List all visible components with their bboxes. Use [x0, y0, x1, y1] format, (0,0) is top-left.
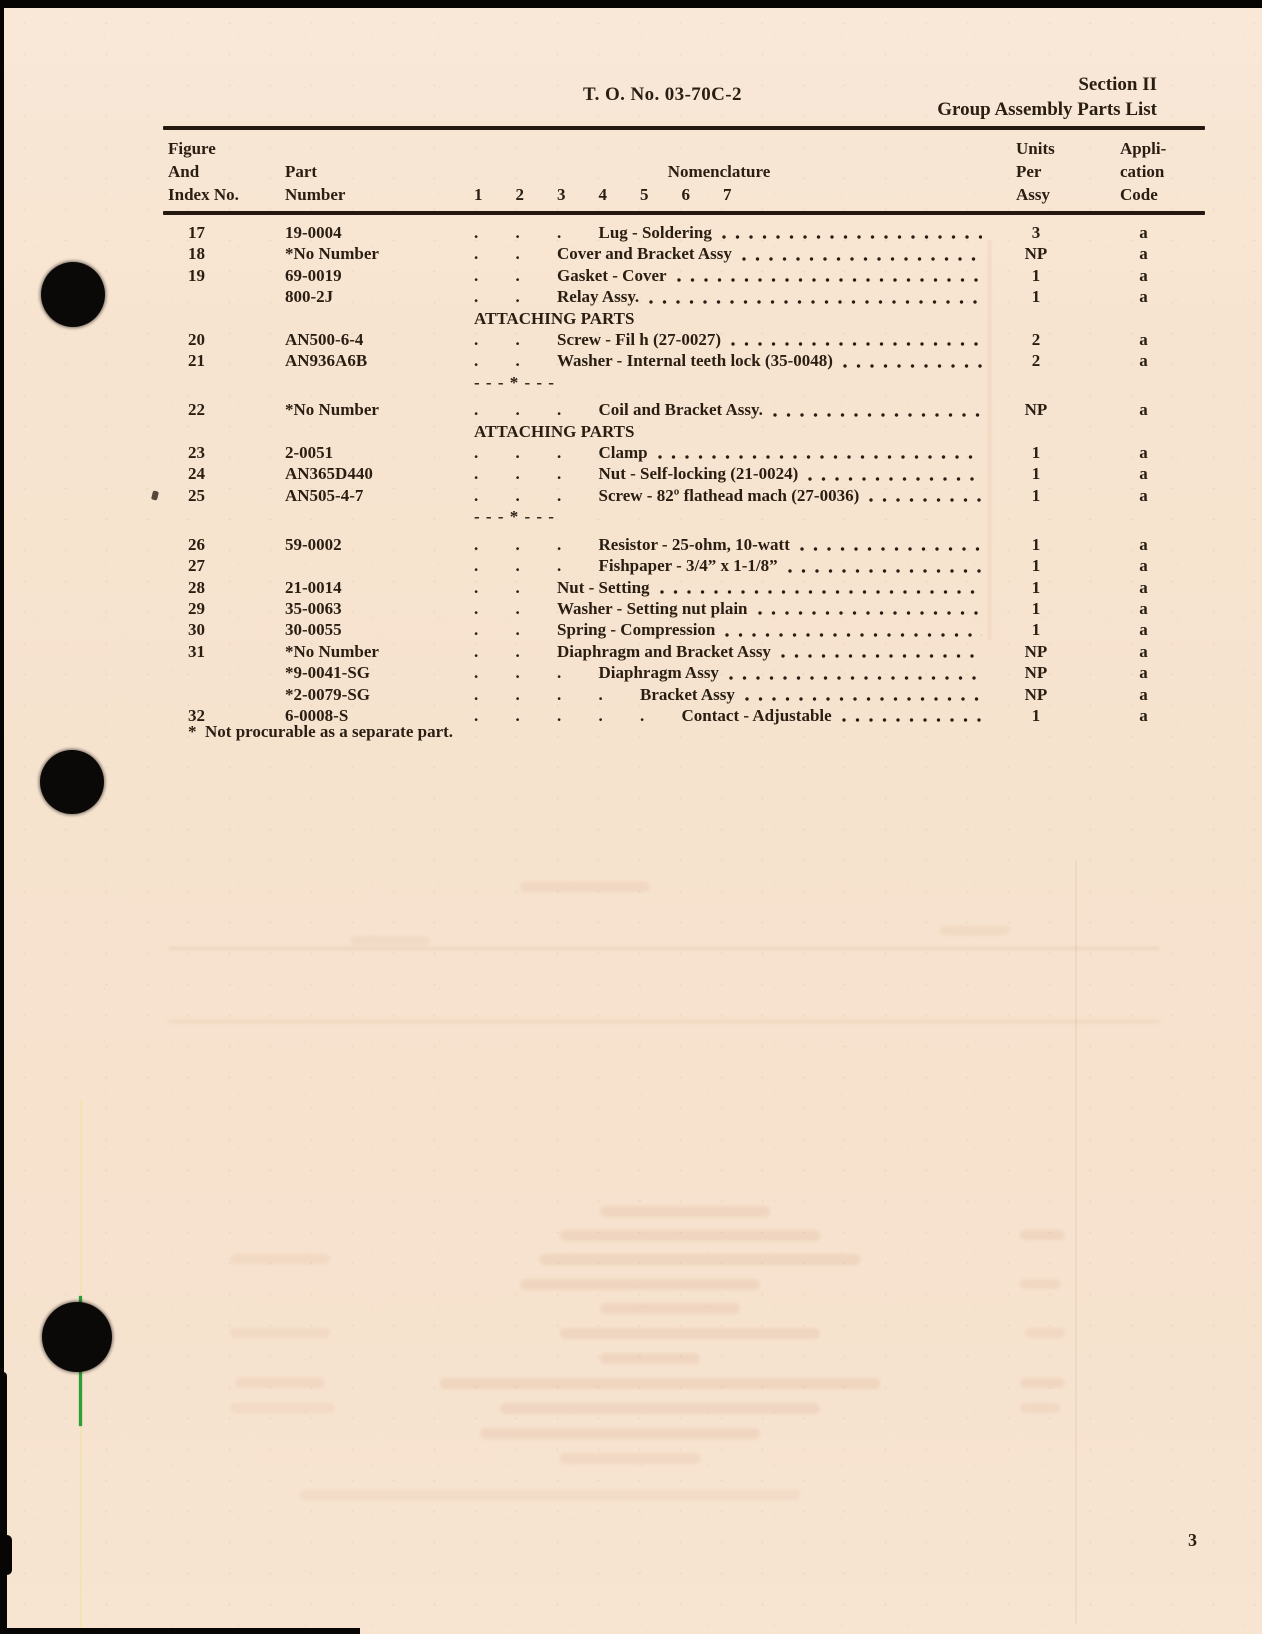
table-row [163, 485, 1205, 506]
figure-index-cell: 32 [188, 705, 205, 725]
nomenclature-text: Nut - Setting [557, 577, 650, 597]
nomenclature-cell [448, 243, 990, 264]
indenture-dot: . [474, 620, 479, 640]
scan-streak [988, 240, 991, 640]
indenture-dot: . [557, 556, 562, 576]
indenture-dot: . [474, 577, 479, 597]
table-row [163, 662, 1205, 683]
nomenclature-text: Spring - Compression [557, 620, 716, 640]
paper [4, 8, 1262, 1634]
hole-punch [42, 1302, 112, 1372]
units-per-assy-cell: NP [1024, 641, 1048, 661]
figure-index-cell: 22 [188, 400, 205, 420]
indenture-dot: . [515, 663, 520, 683]
bleed-through-ghost [350, 936, 430, 945]
nomenclature-text: Gasket - Cover [557, 265, 667, 285]
units-per-assy-cell: 2 [1031, 351, 1041, 371]
nomenclature-cell [448, 350, 990, 371]
indenture-dot: . [474, 598, 479, 618]
units-per-assy-cell: 1 [1031, 705, 1041, 725]
indenture-dot: . [557, 684, 562, 704]
part-number-cell: 2-0051 [285, 443, 334, 463]
table-row [163, 463, 1205, 484]
bleed-through-ghost [560, 1453, 700, 1464]
col-header-nomenclature: Nomenclature [667, 162, 771, 181]
dot-leader [729, 676, 982, 680]
indenture-dot: . [515, 485, 520, 505]
indenture-dot: . [474, 534, 479, 554]
nomenclature-text: Screw - 82º flathead mach (27-0036) [598, 485, 860, 505]
application-code-cell: a [1139, 287, 1148, 307]
indenture-dot: . [640, 705, 645, 725]
separator-row [163, 372, 1205, 393]
part-number-cell: *2-0079-SG [285, 684, 370, 704]
part-number-cell: 6-0008-S [285, 705, 349, 725]
figure-index-cell: 28 [188, 577, 205, 597]
separator-label: - - - * - - - [474, 372, 555, 392]
nomenclature-cell [448, 463, 990, 484]
bleed-through-ghost [300, 1490, 800, 1500]
indent-level-number: 5 [640, 185, 649, 204]
table-row [163, 286, 1205, 307]
table-header: Figure Units Appli- And Part Nomenclature Per cation Index No. Number 1 2 3 4 5 6 7 Assy Code [163, 130, 1205, 211]
units-per-assy-cell: 3 [1031, 223, 1041, 242]
part-number-cell: *9-0041-SG [285, 663, 370, 683]
dot-leader [842, 718, 982, 722]
dot-leader [773, 413, 982, 417]
part-number-cell: AN936A6B [285, 351, 368, 371]
units-per-assy-cell: NP [1024, 684, 1048, 704]
application-code-cell: a [1139, 684, 1148, 704]
table-row [163, 684, 1205, 705]
attaching-parts-label: ATTACHING PARTS [474, 421, 635, 441]
footnote: * Not procurable as a separate part. [188, 722, 454, 741]
table-row [163, 243, 1205, 264]
indenture-dot: . [557, 534, 562, 554]
indenture-dot: . [557, 223, 562, 242]
bleed-through-ghost [560, 1230, 820, 1241]
table-row [163, 577, 1205, 598]
application-code-cell: a [1139, 534, 1148, 554]
indenture-dot: . [515, 705, 520, 725]
indenture-dot: . [598, 684, 603, 704]
indenture-dot: . [515, 244, 520, 264]
nomenclature-cell [448, 662, 990, 683]
nomenclature-text: Bracket Assy [640, 684, 735, 704]
nomenclature-text: Washer - Internal teeth lock (35-0048) [557, 351, 833, 371]
application-code-cell: a [1139, 556, 1148, 576]
bleed-through-ghost [540, 1254, 860, 1265]
ink-speck [151, 490, 159, 500]
scan-edge-torn [0, 1372, 7, 1634]
nomenclature-text: Cover and Bracket Assy [557, 244, 732, 264]
indenture-dot: . [474, 684, 479, 704]
scan-edge-notch [0, 1535, 12, 1575]
indenture-dot: . [474, 705, 479, 725]
units-per-assy-cell: NP [1024, 244, 1048, 264]
dot-leader [742, 257, 982, 261]
dot-leader [781, 654, 982, 658]
indenture-dot: . [474, 485, 479, 505]
nomenclature-cell [448, 684, 990, 705]
bleed-through-ghost [230, 1403, 335, 1413]
fold-line [1075, 860, 1077, 1624]
nomenclature-cell [448, 308, 990, 329]
figure-index-cell: 31 [188, 641, 205, 661]
indenture-dot: . [474, 663, 479, 683]
application-code-cell: a [1139, 485, 1148, 505]
application-code-cell: a [1139, 620, 1148, 640]
scan-edge-top [0, 0, 1262, 8]
nomenclature-text: Resistor - 25-ohm, 10-watt [598, 534, 790, 554]
indenture-dot: . [557, 705, 562, 725]
units-per-assy-cell: 1 [1031, 464, 1041, 484]
scan-edge-bottom [0, 1628, 360, 1634]
indenture-dot: . [515, 330, 520, 350]
indenture-dot: . [474, 641, 479, 661]
table-row [163, 222, 1205, 243]
nomenclature-text: Screw - Fil h (27-0027) [557, 330, 721, 350]
application-code-cell: a [1139, 400, 1148, 420]
bleed-through-ghost [600, 1206, 770, 1217]
nomenclature-text: Diaphragm and Bracket Assy [557, 641, 771, 661]
figure-index-cell: 26 [188, 534, 205, 554]
bleed-through-ghost [1020, 1378, 1065, 1388]
indenture-dot: . [474, 330, 479, 350]
indenture-dot: . [515, 443, 520, 463]
col-header-part: Part [285, 162, 318, 181]
figure-index-cell: 29 [188, 598, 205, 618]
application-code-cell: a [1139, 265, 1148, 285]
bleed-through-ghost [600, 1353, 700, 1364]
table-row [163, 265, 1205, 286]
units-per-assy-cell: 1 [1031, 485, 1041, 505]
indent-level-number: 4 [598, 185, 607, 204]
part-number-cell: 30-0055 [285, 620, 342, 640]
indenture-dot: . [515, 400, 520, 420]
nomenclature-cell [448, 641, 990, 662]
indent-level-numbers [448, 183, 990, 206]
nomenclature-cell [448, 421, 990, 442]
section-header-row [163, 308, 1205, 329]
nomenclature-cell [448, 399, 990, 420]
part-number-cell: *No Number [285, 641, 379, 661]
separator-label: - - - * - - - [474, 507, 555, 527]
application-code-cell: a [1139, 330, 1148, 350]
nomenclature-cell [448, 485, 990, 506]
indenture-dot: . [598, 705, 603, 725]
indenture-dot: . [474, 223, 479, 242]
indenture-dot: . [474, 287, 479, 307]
application-code-cell: a [1139, 351, 1148, 371]
application-code-cell: a [1139, 598, 1148, 618]
dot-leader [658, 455, 982, 459]
indenture-dot: . [557, 464, 562, 484]
bleed-through-ghost [440, 1378, 880, 1389]
bleed-through-ghost [235, 1378, 325, 1388]
indenture-dot: . [515, 620, 520, 640]
bleed-through-ghost [168, 947, 1160, 950]
dot-leader [649, 300, 982, 304]
part-number-cell: 35-0063 [285, 598, 342, 618]
units-per-assy-cell: 1 [1031, 620, 1041, 640]
part-number-cell: AN365D440 [285, 464, 373, 484]
bleed-through-ghost [168, 1020, 1160, 1023]
application-code-cell: a [1139, 223, 1148, 242]
application-code-cell: a [1139, 641, 1148, 661]
part-number-cell: 19-0004 [285, 223, 342, 242]
nomenclature-cell [448, 286, 990, 307]
page-number: 3 [1188, 1530, 1197, 1550]
indenture-dot: . [515, 577, 520, 597]
table-row [163, 598, 1205, 619]
figure-index-cell: 21 [188, 351, 205, 371]
units-per-assy-cell: NP [1024, 400, 1048, 420]
dot-leader [808, 477, 982, 481]
application-code-cell: a [1139, 244, 1148, 264]
application-code-cell: a [1139, 464, 1148, 484]
units-per-assy-cell: 1 [1031, 265, 1041, 285]
units-per-assy-cell: 1 [1031, 443, 1041, 463]
bleed-through-ghost [1020, 1230, 1065, 1240]
application-code-cell: a [1139, 705, 1148, 725]
indenture-dot: . [515, 641, 520, 661]
nomenclature-text: Coil and Bracket Assy. [598, 400, 763, 420]
separator-row [163, 506, 1205, 527]
indent-level-number: 1 [474, 185, 483, 204]
dot-leader [843, 364, 982, 368]
dot-leader [745, 697, 982, 701]
application-code-cell: a [1139, 663, 1148, 683]
nomenclature-cell [448, 555, 990, 576]
table-body [163, 215, 1205, 726]
nomenclature-text: Washer - Setting nut plain [557, 598, 748, 618]
part-number-cell: AN505-4-7 [285, 485, 364, 505]
section-title: Section II [1078, 74, 1157, 95]
table-row [163, 329, 1205, 350]
dot-leader [758, 611, 982, 615]
figure-index-cell: 27 [188, 556, 205, 576]
hole-punch [41, 262, 105, 327]
bleed-through-ghost [480, 1428, 760, 1439]
nomenclature-cell [448, 329, 990, 350]
bleed-through-ghost [1025, 1328, 1065, 1338]
figure-index-cell: 20 [188, 330, 205, 350]
parts-table [163, 126, 1205, 726]
nomenclature-cell [448, 577, 990, 598]
table-row [163, 350, 1205, 371]
indenture-dot: . [515, 464, 520, 484]
part-number-cell: 59-0002 [285, 534, 342, 554]
bleed-through-ghost [560, 1328, 820, 1339]
nomenclature-cell [448, 506, 990, 527]
nomenclature-cell [448, 372, 990, 393]
nomenclature-cell [448, 534, 990, 555]
figure-index-cell: 25 [188, 485, 205, 505]
bleed-through-ghost [520, 882, 650, 892]
nomenclature-cell [448, 442, 990, 463]
units-per-assy-cell: 1 [1031, 534, 1041, 554]
section-header-row [163, 421, 1205, 442]
figure-index-cell: 18 [188, 244, 205, 264]
indenture-dot: . [474, 265, 479, 285]
units-per-assy-cell: NP [1024, 663, 1048, 683]
nomenclature-text: Contact - Adjustable [681, 705, 832, 725]
indenture-dot: . [515, 265, 520, 285]
dot-leader [725, 633, 982, 637]
part-number-cell: *No Number [285, 244, 379, 264]
units-per-assy-cell: 1 [1031, 556, 1041, 576]
figure-index-cell: 24 [188, 464, 205, 484]
table-row [163, 534, 1205, 555]
dot-leader [660, 590, 982, 594]
nomenclature-cell [448, 265, 990, 286]
indenture-dot: . [515, 534, 520, 554]
nomenclature-text: Relay Assy. [557, 287, 640, 307]
bleed-through-ghost [230, 1328, 330, 1338]
col-header-figure: Figure [168, 139, 216, 158]
indenture-dot: . [557, 663, 562, 683]
indent-level-number: 3 [557, 185, 566, 204]
bleed-through-ghost [230, 1254, 330, 1264]
nomenclature-text: Nut - Self-locking (21-0024) [598, 464, 799, 484]
hole-punch [40, 750, 104, 814]
bleed-through-ghost [500, 1403, 820, 1414]
indenture-dot: . [474, 443, 479, 463]
indenture-dot: . [557, 485, 562, 505]
table-row [163, 641, 1205, 662]
bleed-through-ghost [520, 1279, 760, 1290]
nomenclature-text: Diaphragm Assy [598, 663, 719, 683]
nomenclature-cell [448, 705, 990, 726]
indenture-dot: . [474, 464, 479, 484]
section-header [937, 72, 1157, 122]
bleed-through-ghost [1020, 1279, 1060, 1289]
indent-level-number: 6 [681, 185, 690, 204]
nomenclature-cell [448, 222, 990, 243]
table-row [163, 619, 1205, 640]
dot-leader [869, 498, 982, 502]
col-header-units: Units [1016, 139, 1055, 158]
figure-index-cell: 30 [188, 620, 205, 640]
indenture-dot: . [515, 556, 520, 576]
indenture-dot: . [515, 684, 520, 704]
part-number-cell: AN500-6-4 [285, 330, 364, 350]
indenture-dot: . [515, 351, 520, 371]
units-per-assy-cell: 1 [1031, 287, 1041, 307]
nomenclature-cell [448, 598, 990, 619]
figure-index-cell: 17 [188, 223, 205, 242]
part-number-cell: 800-2J [285, 287, 334, 307]
part-number-cell: *No Number [285, 400, 379, 420]
dot-leader [731, 342, 982, 346]
doc-number: T. O. No. 03-70C-2 [583, 84, 742, 105]
section-subtitle: Group Assembly Parts List [937, 99, 1157, 120]
units-per-assy-cell: 2 [1031, 330, 1041, 350]
dot-leader [677, 278, 982, 282]
indenture-dot: . [515, 287, 520, 307]
figure-index-cell: 19 [188, 265, 205, 285]
indenture-dot: . [515, 223, 520, 242]
table-row [163, 555, 1205, 576]
col-header-application: Appli- [1120, 139, 1167, 158]
indenture-dot: . [474, 556, 479, 576]
indenture-dot: . [474, 400, 479, 420]
indenture-dot: . [515, 598, 520, 618]
bleed-through-ghost [1020, 1403, 1060, 1413]
indenture-dot: . [557, 400, 562, 420]
table-row [163, 442, 1205, 463]
indenture-dot: . [557, 443, 562, 463]
units-per-assy-cell: 1 [1031, 598, 1041, 618]
part-number-cell: 69-0019 [285, 265, 342, 285]
table-row [163, 399, 1205, 420]
part-number-cell: 21-0014 [285, 577, 342, 597]
indent-level-number: 7 [723, 185, 732, 204]
nomenclature-text: Fishpaper - 3/4” x 1-1/8” [598, 556, 778, 576]
bleed-through-ghost [600, 1303, 740, 1314]
application-code-cell: a [1139, 577, 1148, 597]
dot-leader [800, 547, 982, 551]
figure-index-cell: 23 [188, 443, 205, 463]
attaching-parts-label: ATTACHING PARTS [474, 308, 635, 328]
units-per-assy-cell: 1 [1031, 577, 1041, 597]
dot-leader [788, 569, 982, 573]
indent-level-number: 2 [515, 185, 524, 204]
nomenclature-text: Lug - Soldering [598, 223, 712, 242]
nomenclature-text: Clamp [598, 443, 648, 463]
bleed-through-ghost [940, 926, 1010, 935]
indenture-dot: . [474, 351, 479, 371]
application-code-cell: a [1139, 443, 1148, 463]
nomenclature-cell [448, 619, 990, 640]
dot-leader [722, 235, 982, 239]
indenture-dot: . [474, 244, 479, 264]
